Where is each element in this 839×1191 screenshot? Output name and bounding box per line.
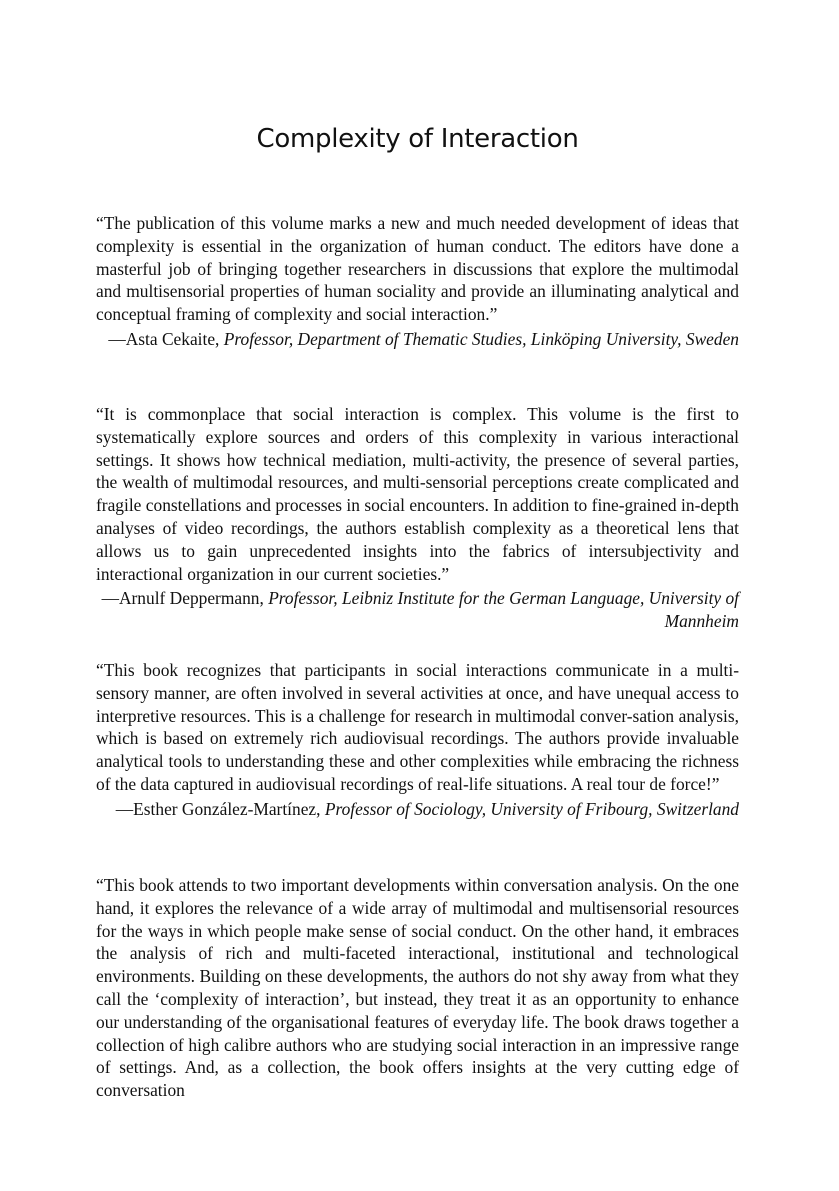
endorsement-3	[96, 659, 739, 821]
endorsement-1	[96, 212, 739, 351]
endorsement-quote: “This book attends to two important developments within conversation analysis. On the one hand, it explores the relevance of a wide array of multimodal and multisensorial resources for the ways in which people make sense of social conduct. On the other hand, it embraces the analysis of rich and multi-faceted interactional, institutional and technological environments. Building on these developments, the authors do not shy away from what they call the ‘complexity of interaction’, but instead, they treat it as an opportunity to enhance our understanding of the organisational features of everyday life. The book draws together a collection of high calibre authors who are studying social interaction in an impressive range of settings. And, as a collection, the book offers insights at the very cutting edge of conversation	[96, 875, 739, 1101]
endorser-name: —Arnulf Deppermann,	[101, 588, 264, 609]
endorser-name: —Asta Cekaite,	[108, 328, 220, 349]
endorsement-attribution	[96, 328, 739, 351]
endorser-name: —Esther González-Martínez,	[115, 798, 321, 819]
endorsement-attribution	[96, 587, 739, 633]
endorsement-quote: “This book recognizes that participants in social interactions communicate in a multi-sensory manner, are often involved in several activities at once, and have unequal access to interpretive resources. This is a challenge for research in multimodal conver-sation analysis, which is based on extremely rich audiovisual recordings. The authors provide invaluable analytical tools to understanding these and other complexities while embracing the richness of the data captured in audiovisual recordings of real-life situations. A real tour de force!”	[96, 660, 739, 794]
endorser-role: Professor, Department of Thematic Studies, Linköping University, Sweden	[223, 328, 739, 349]
endorsement-quote: “It is commonplace that social interaction is complex. This volume is the first to systematically explore sources and orders of this complexity in various interactional settings. It shows how technical mediation, multi-activity, the presence of several parties, the wealth of multimodal resources, and multi-sensorial perceptions create complicated and fragile constellations and processes in social encounters. In addition to fine-grained in-depth analyses of video recordings, the authors establish complexity as a theoretical lens that allows us to gain unprecedented insights into the fabrics of intersubjectivity and interactional organization in our current societies.”	[96, 404, 739, 584]
page-title: Complexity of Interaction	[256, 124, 579, 154]
endorser-role: Professor of Sociology, University of Fribourg, Switzerland	[324, 798, 739, 819]
endorsement-4	[96, 874, 739, 1102]
endorser-role: Professor, Leibniz Institute for the German Language, University of Mannheim	[268, 588, 739, 632]
endorsement-attribution	[96, 798, 739, 821]
endorsement-quote: “The publication of this volume marks a new and much needed development of ideas that complexity is essential in the organization of human conduct. The editors have done a masterful job of bringing together researchers in discussions that explore the multimodal and multisensorial properties of human sociality and provide an illuminating analytical and conceptual framing of complexity and social interaction.”	[96, 213, 739, 325]
endorsement-2	[96, 403, 739, 633]
